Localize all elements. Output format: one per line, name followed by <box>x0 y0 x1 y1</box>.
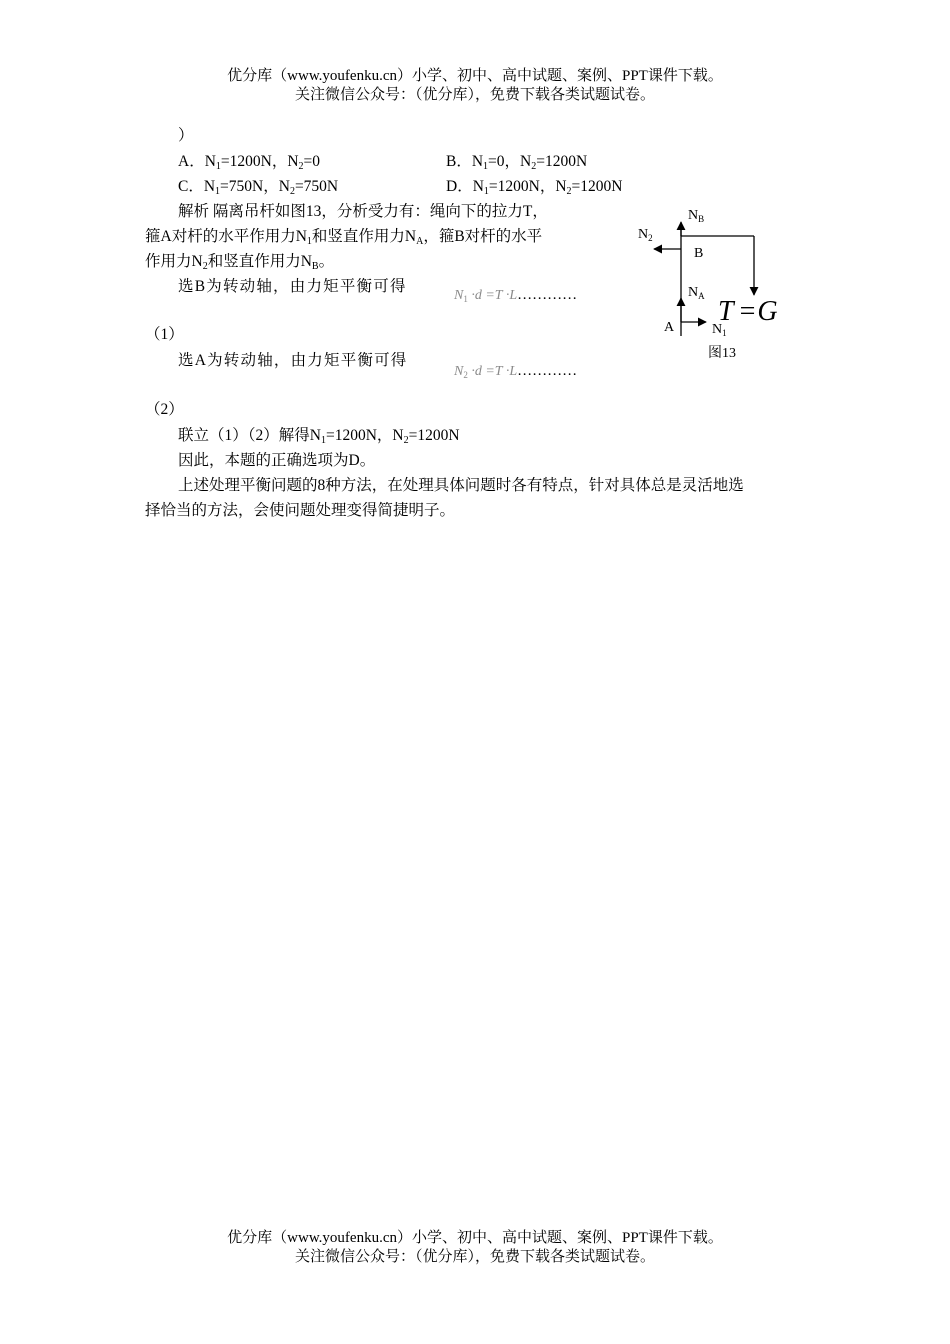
analysis-line-1: 解析 隔离吊杆如图13，分析受力有：绳向下的拉力T， <box>178 203 548 220</box>
option-d: D．$N_1=1200N$，$N_2=1200N$ <box>446 178 623 197</box>
header-line-2: 关注微信公众号：（优分库），免费下载各类试题试卷。 <box>294 87 655 103</box>
solve-line: 联立（1）（2）解得$N_1=1200N$，$N_2=1200N$ <box>178 427 460 446</box>
analysis-line-3: 作用力$N_2$和竖直作用力$N_B$。 <box>145 253 335 272</box>
figure-caption: 图13 <box>708 346 736 361</box>
question-paren: ） <box>178 127 194 144</box>
axis-b-text: 选B为转动轴，由力矩平衡可得 <box>178 278 407 295</box>
axis-a-text: 选A为转动轴，由力矩平衡可得 <box>178 352 408 369</box>
equation-2-label: （2） <box>145 401 184 418</box>
formula-2: $N_2 \cdot d =T$ ·L………… <box>454 363 578 380</box>
label-nb: $N_B$ <box>688 208 705 224</box>
label-b: B <box>694 246 704 261</box>
label-n2: $N_2$ <box>638 227 653 243</box>
analysis-line-2: 箍A对杆的水平作用力$N_1$和竖直作用力$N_A$，箍B对杆的水平 <box>145 228 543 247</box>
option-a: A．$N_1=1200N$，$N_2=0$ <box>178 153 321 172</box>
footer-line-2: 关注微信公众号：（优分库），免费下载各类试题试卷。 <box>294 1249 655 1265</box>
equation-t-equals-g: T =G <box>718 296 778 327</box>
label-na: $N_A$ <box>688 285 705 301</box>
force-diagram <box>630 200 810 370</box>
formula-1: $N_1 \cdot d =T$ ·L………… <box>454 287 578 304</box>
option-b: B．$N_1=0$，$N_2=1200N$ <box>446 153 588 172</box>
equation-1-label: （1） <box>145 326 184 343</box>
summary-line-1: 上述处理平衡问题的8种方法，在处理具体问题时各有特点，针对具体总是灵活地选 <box>178 477 744 494</box>
label-n1: $N_1$ <box>712 322 727 338</box>
option-c: C．$N_1=750N$，$N_2=750N$ <box>178 178 339 197</box>
footer-line-1: 优分库（www.youfenku.cn）小学、初中、高中试题、案例、PPT课件下载。 <box>227 1230 723 1246</box>
header-line-1: 优分库（www.youfenku.cn）小学、初中、高中试题、案例、PPT课件下载。 <box>227 68 723 84</box>
page-header <box>0 67 950 105</box>
label-a: A <box>664 320 675 335</box>
summary-line-2: 择恰当的方法，会使问题处理变得简捷明子。 <box>145 502 456 519</box>
conclusion-line: 因此，本题的正确选项为D。 <box>178 452 376 469</box>
page-footer <box>0 1229 950 1267</box>
